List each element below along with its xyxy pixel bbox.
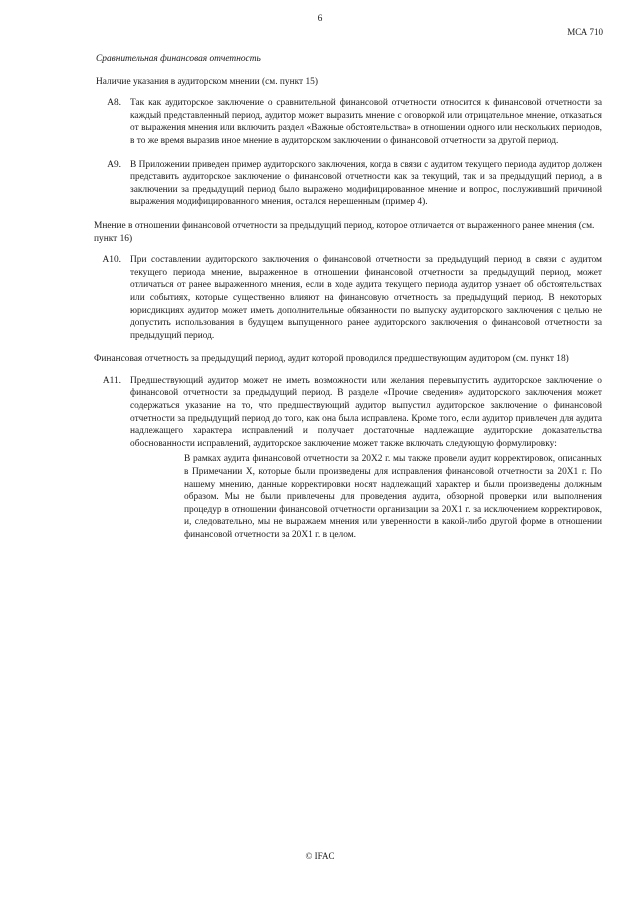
paragraph-a11 (96, 375, 602, 542)
section-title: Сравнительная финансовая отчетность (96, 54, 261, 64)
paragraph-number: A11. (102, 375, 121, 386)
quoted-wording: В рамках аудита финансовой отчетности за 20X2 г. мы также провели аудит корректировок, описанных в Примечании X, которые были произведены для исправления финансовой отчетности за 20X1 г. По нашему мнению, данные корректировки носят надлежащий характер и были произведены должным образом. Мы не были привлечены для проведения аудита, обзорной проверки или выполнения процедур в отношении финансовой отчетности организации за 20X1 г. за исключением корректировок, и, следовательно, мы не выражаем мнения или уверенности в какой-либо другой форме в отношении финансовой отчетности за 20X1 г. в целом. (184, 454, 602, 540)
document-body (96, 53, 602, 553)
paragraph-text: Так как аудиторское заключение о сравнительной финансовой отчетности относится к финансовой отчетности за каждый представленный период, аудитор может выразить мнение с оговоркой или отрицательное мнение, отказаться от выражения мнения или включить раздел «Важные обстоятельства» в отношении одного или нескольких периодов, в то же время выразив иное мнение в аудиторском заключении о финансовой отчетности за другой период. (130, 98, 602, 146)
paragraph-number: A10. (102, 255, 121, 266)
subheading-point-16: Мнение в отношении финансовой отчетности за предыдущий период, которое отличается от выраженного ранее мнения (см. пункт 16) (94, 220, 595, 244)
subheading-point-15: Наличие указания в аудиторском мнении (см. пункт 15) (96, 76, 318, 87)
copyright-footer: © IFAC (305, 851, 335, 861)
paragraph-number: A8. (107, 98, 121, 109)
paragraph-text (130, 375, 602, 542)
paragraph-text: В Приложении приведен пример аудиторского заключения, когда в связи с аудитом текущего периода аудитор должен представить аудиторское заключение о финансовой отчетности как за текущий, так и за предыдущий период, а в заключении за предыдущий период было выражено модифицированное мнение и вопрос, послуживший причиной выражения модифицированного мнения, остался нерешенным (пример 4). (130, 159, 602, 208)
paragraph-a8 (96, 97, 602, 147)
page-number: 6 (317, 14, 323, 24)
paragraph-text: При составлении аудиторского заключения о финансовой отчетности за предыдущий период в связи с аудитом текущего периода мнение, выраженное в отношении финансовой отчетности за предыдущий период, может отличаться от ранее выраженного мнения, если в ходе аудита текущего периода аудитор узнает об обстоятельствах или событиях, которые существенно влияют на финансовую отчетность за предыдущий период. В некоторых юрисдикциях аудитор может иметь дополнительные обязанности по выпуску аудиторского заключения с целью не допустить использования в будущем выпущенного ранее аудиторского заключения о финансовой отчетности за предыдущий период. (130, 255, 602, 341)
document-code: МСА 710 (567, 27, 603, 37)
paragraph-a9 (96, 159, 602, 209)
paragraph-body: Предшествующий аудитор может не иметь возможности или желания перевыпустить аудиторское заключение о финансовой отчетности за предыдущий период. В разделе «Прочие сведения» аудиторского заключения может содержаться указание на то, что предшествующий аудитор выпустил аудиторское заключение о финансовой отчетности за предыдущий период до того, как она была исправлена. Кроме того, если аудитор привлечен для аудита надлежащего характера исправлений и получает достаточные надлежащие аудиторские доказательства обоснованности исправлений, аудиторское заключение может также включать следующую формулировку: (130, 375, 602, 449)
paragraph-number: A9. (107, 159, 121, 170)
paragraph-a10 (96, 254, 602, 342)
subheading-point-18: Финансовая отчетность за предыдущий период, аудит которой проводился предшествующим аудитором (см. пункт 18) (94, 354, 569, 365)
